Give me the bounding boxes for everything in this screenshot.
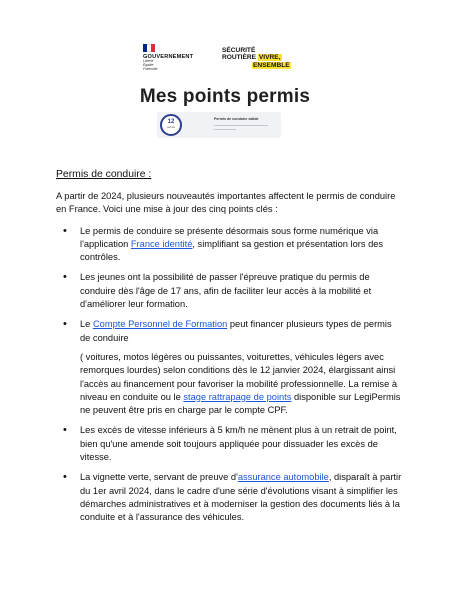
government-logo xyxy=(143,44,203,71)
assurance-link[interactable]: assurance automobile xyxy=(237,472,329,483)
card-line-1 xyxy=(214,125,268,126)
b3-detail xyxy=(80,351,404,417)
france-identite-link[interactable]: France identité xyxy=(130,238,193,249)
b5-post: , disparaît à partir du 1er avril 2024, dans le cadre d'une série d'évolutions visant à simplifier les démarches administratives et à moderniser la gestion des documents liés à la conduite et à l'assurance des véhicules. xyxy=(80,472,402,523)
intro-paragraph: A partir de 2024, plusieurs nouveautés importantes affectent le permis de conduire en France. Voici une mise à jour des cinq points clés : xyxy=(56,191,396,215)
list-item xyxy=(56,271,404,311)
b3-p2: ( voitures, motos légères ou puissantes, voiturettes, véhicules légers avec remorques lourdes) selon conditions dès le 12 janvier 2024, élargissant ainsi l'accès au financement pour favoriser la mobilité professionnelle. La remise à niveau en conduite ou le xyxy=(80,351,397,402)
card-status: Permis de conduire valide xyxy=(214,117,259,121)
b5-pre: La vignette verte, servant de preuve d' xyxy=(80,472,238,483)
gov-motto-3: Fraternité xyxy=(143,66,158,71)
points-card xyxy=(157,112,281,138)
list-item xyxy=(56,318,404,417)
points-unit: points xyxy=(166,125,175,129)
b4-text: Les excès de vitesse inférieurs à 5 km/h ne mènent plus à un retrait de point, bien qu'une amende soit toujours appliquée pour dissuader les excès de vitesse. xyxy=(80,425,397,463)
b1-post: , simplifiant sa gestion et présentation lors des contrôles. xyxy=(80,238,384,263)
app-title: Mes points permis xyxy=(139,86,311,107)
b1-pre: Le permis de conduire se présente désormais sous forme numérique via l'application xyxy=(80,225,379,249)
points-gauge xyxy=(160,114,182,136)
sr-line3: ENSEMBLE xyxy=(253,61,290,69)
sr-line1: SÉCURITÉ xyxy=(222,47,256,54)
list-item xyxy=(56,471,404,524)
b3-p2-post: disponible sur LegiPermis ne peuvent être pris en charge par le compte CPF. xyxy=(80,391,401,416)
list-item xyxy=(56,424,404,464)
document-body xyxy=(56,168,404,532)
card-line-2 xyxy=(214,129,236,130)
gov-motto-1: Liberté xyxy=(143,59,154,63)
gov-name: GOUVERNEMENT xyxy=(143,54,194,60)
french-flag-icon xyxy=(143,44,155,52)
points-value: 12 xyxy=(167,119,175,125)
list-item xyxy=(56,225,404,265)
key-points-list xyxy=(56,225,404,525)
stage-rattrapage-link[interactable]: stage rattrapage de points xyxy=(183,391,292,402)
gov-motto-2: Égalité xyxy=(143,62,154,67)
sr-line2a: ROUTIÈRE xyxy=(222,54,258,62)
securite-routiere-logo xyxy=(222,47,291,69)
sr-line2b: VIVRE, xyxy=(258,54,281,62)
section-title: Permis de conduire : xyxy=(56,169,152,180)
b2-text: Les jeunes ont la possibilité de passer l'épreuve pratique du permis de conduire dès l'âge de 17 ans, afin de faciliter leur accès à la mobilité et d'améliorer leur formation. xyxy=(80,272,372,310)
b3-pre: Le xyxy=(80,319,93,330)
cpf-link[interactable]: Compte Personnel de Formation xyxy=(92,319,228,330)
b3-post: peut financer plusieurs types de permis de conduire xyxy=(80,319,392,343)
